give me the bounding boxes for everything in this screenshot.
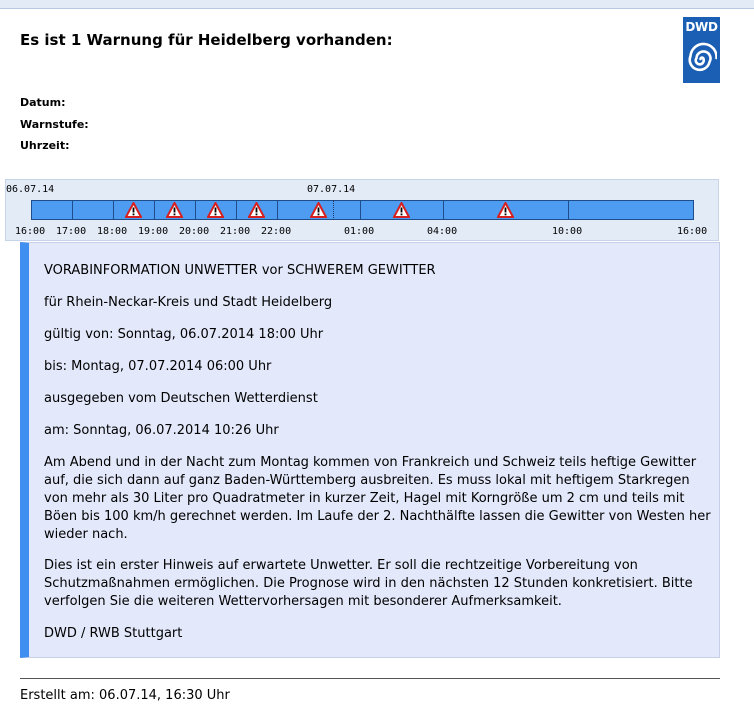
timeline-separator <box>236 200 237 220</box>
timeline-separator <box>443 200 444 220</box>
warnstufe-label: Warnstufe: <box>20 118 89 131</box>
logo-text: DWD <box>685 20 718 34</box>
created-timestamp: Erstellt am: 06.07.14, 16:30 Uhr <box>20 688 230 703</box>
warning-triangle-icon[interactable] <box>310 202 327 218</box>
warning-title: VORABINFORMATION UNWETTER vor SCHWEREM GEWITTER <box>44 263 436 278</box>
timeline-tick: 21:00 <box>220 226 251 237</box>
warning-body: Am Abend und in der Nacht zum Montag kommen von Frankreich und Schweiz teils heftige Gewitter auf, die sich dann auf ganz Baden-Württemberg ausbreiten. Es muss lokal mit heftigem Starkregen von mehr als 30 Liter pro Quadratmeter in kurzer Zeit, Hagel mit Korngröße um 2 cm und teils mit Böen bis 100 km/h gerechnet werden. Im Laufe der 2. Nachthälfte lassen die Gewitter von Westen her wieder nach. <box>44 455 711 542</box>
warning-triangle-icon[interactable] <box>248 202 265 218</box>
valid-from: gültig von: Sonntag, 06.07.2014 18:00 Uhr <box>44 327 324 342</box>
timeline-tick: 01:00 <box>344 226 375 237</box>
timeline-tick: 10:00 <box>552 226 583 237</box>
warning-region: für Rhein-Neckar-Kreis und Stadt Heidelberg <box>44 295 333 310</box>
valid-to: bis: Montag, 07.07.2014 06:00 Uhr <box>44 359 272 374</box>
timeline-separator <box>568 200 569 220</box>
uhrzeit-label: Uhrzeit: <box>20 139 70 152</box>
timeline-separator <box>195 200 196 220</box>
warning-note: Dies ist ein erster Hinweis auf erwartete Unwetter. Er soll die rechtzeitige Vorbereitung von Schutzmaßnahmen ermöglichen. Die Prognose wird in den nächsten 12 Stunden konkretisiert. Bitte verfolgen Sie die weiteren Wettervorhersagen mit besonderer Aufmerksamkeit. <box>44 558 693 609</box>
warning-message <box>20 242 720 658</box>
warning-triangle-icon[interactable] <box>125 202 142 218</box>
timeline-tick: 16:00 <box>15 226 46 237</box>
timeline-date-start: 06.07.14 <box>6 184 55 195</box>
timeline-separator <box>154 200 155 220</box>
page-title: Es ist 1 Warnung für Heidelberg vorhanden: <box>20 31 393 49</box>
timeline-separator <box>113 200 114 220</box>
timeline-tick: 22:00 <box>261 226 292 237</box>
datum-label: Datum: <box>20 96 66 109</box>
timeline-separator <box>360 200 361 220</box>
warning-triangle-icon[interactable] <box>393 202 410 218</box>
timeline-tick: 18:00 <box>97 226 128 237</box>
warning-triangle-icon[interactable] <box>207 202 224 218</box>
timeline-date-next: 07.07.14 <box>307 184 356 195</box>
warning-triangle-icon[interactable] <box>166 202 183 218</box>
timeline-tick: 04:00 <box>427 226 458 237</box>
timeline-separator <box>277 200 278 220</box>
warning-triangle-icon[interactable] <box>497 202 514 218</box>
timeline-separator <box>72 200 73 220</box>
dwd-logo <box>683 17 720 83</box>
timeline-tick: 19:00 <box>138 226 169 237</box>
issued-at: am: Sonntag, 06.07.2014 10:26 Uhr <box>44 423 279 438</box>
timeline-tick: 20:00 <box>179 226 210 237</box>
warning-signature: DWD / RWB Stuttgart <box>44 626 183 641</box>
issuer: ausgegeben vom Deutschen Wetterdienst <box>44 391 318 406</box>
top-strip <box>0 0 754 9</box>
timeline-tick: 17:00 <box>56 226 87 237</box>
timeline-day-separator <box>333 200 334 220</box>
spiral-icon <box>686 39 717 79</box>
footer-divider <box>20 678 720 679</box>
timeline-tick: 16:00 <box>677 226 708 237</box>
